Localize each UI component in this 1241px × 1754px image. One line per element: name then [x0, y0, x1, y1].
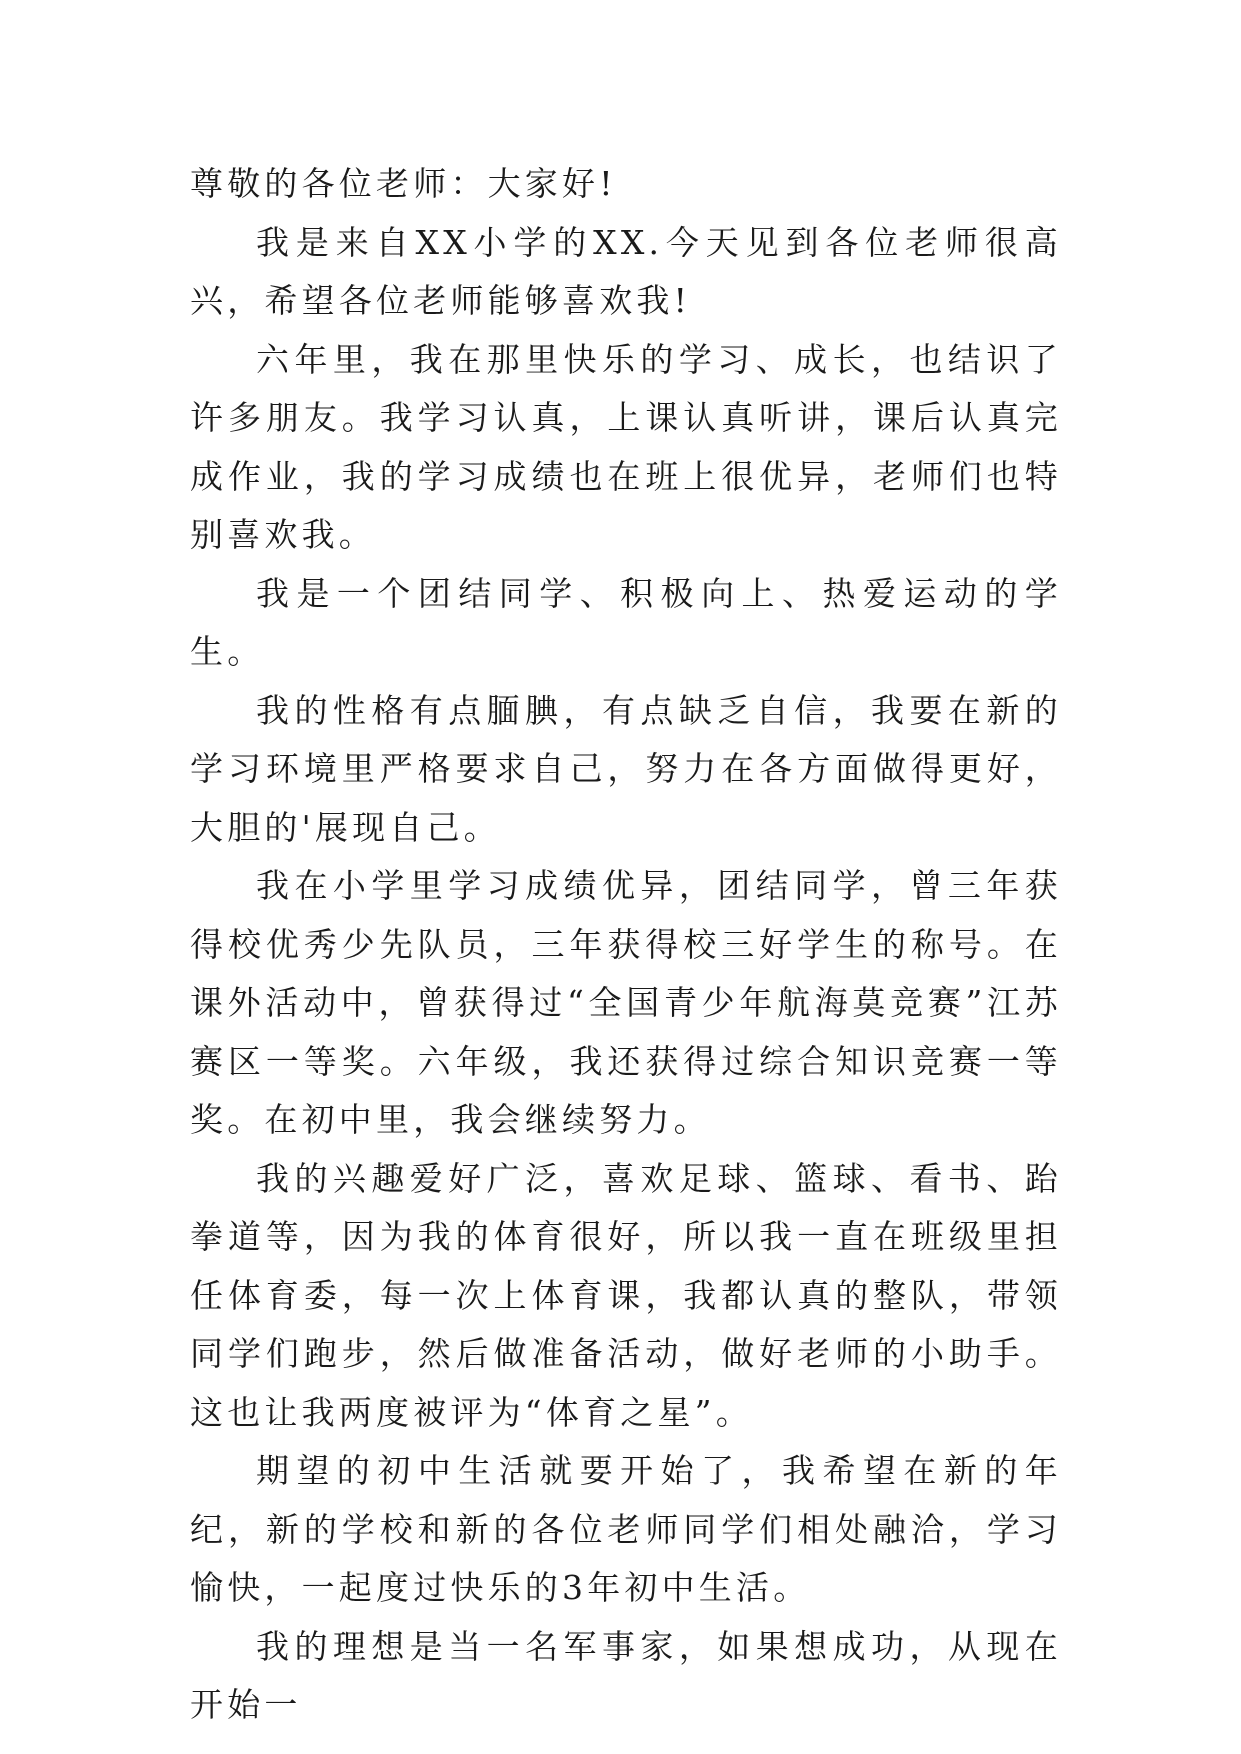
paragraph-achievements: 我在小学里学习成绩优异，团结同学，曾三年获得校优秀少先队员，三年获得校三好学生的称号。在课外活动中，曾获得过“全国青少年航海莫竞赛”江苏赛区一等奖。六年级，我还获得过综合知识竞赛一等奖。在初中里，我会继续努力。 [190, 866, 1062, 1139]
document-body [190, 155, 1062, 1735]
paragraph-hobbies: 我的兴趣爱好广泛，喜欢足球、篮球、看书、跆拳道等，因为我的体育很好，所以我一直在班级里担任体育委，每一次上体育课，我都认真的整队，带领同学们跑步，然后做准备活动，做好老师的小助手。这也让我两度被评为“体育之星”。 [190, 1158, 1062, 1432]
paragraph-six-years: 六年里，我在那里快乐的学习、成长，也结识了许多朋友。我学习认真，上课认真听讲，课后认真完成作业，我的学习成绩也在班上很优异，老师们也特别喜欢我。 [190, 339, 1062, 554]
paragraph-expectations: 期望的初中生活就要开始了，我希望在新的年纪，新的学校和新的各位老师同学们相处融洽，学习愉快，一起度过快乐的3年初中生活。 [190, 1451, 1062, 1607]
paragraph-personality: 我的性格有点腼腆，有点缺乏自信，我要在新的学习环境里严格要求自己，努力在各方面做得更好，大胆的'展现自己。 [190, 690, 1062, 847]
paragraph-character: 我是一个团结同学、积极向上、热爱运动的学生。 [190, 573, 1062, 671]
paragraph-ideal: 我的理想是当一名军事家，如果想成功，从现在开始一 [190, 1626, 1062, 1724]
greeting-paragraph: 尊敬的各位老师：大家好! [190, 164, 617, 203]
paragraph-introduction: 我是来自XX小学的XX.今天见到各位老师很高兴，希望各位老师能够喜欢我! [190, 222, 1062, 320]
